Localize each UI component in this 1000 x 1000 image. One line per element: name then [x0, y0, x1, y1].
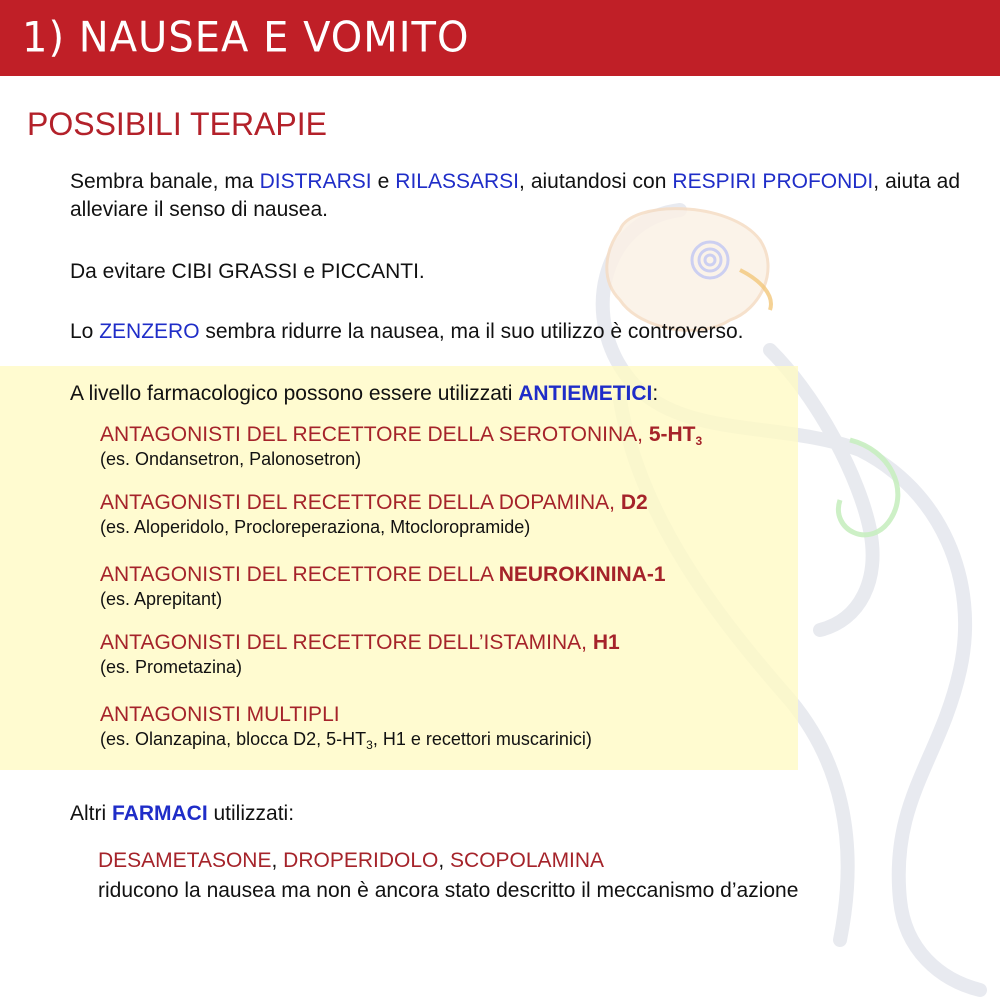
antagonist-multiple: ANTAGONISTI MULTIPLI (es. Olanzapina, blocca D2, $5-HT_3$, H1 e recettori muscarinici) — [100, 703, 592, 752]
other-drugs-list: DESAMETASONE, DROPERIDOLO, SCOPOLAMINA riducono la nausea ma non è ancora stato descritto il meccanismo d’azione — [98, 846, 798, 906]
drug-desametasone: DESAMETASONE — [98, 849, 272, 872]
keyword-rilassarsi: RILASSARSI — [395, 170, 519, 193]
section-title: POSSIBILI TERAPIE — [27, 106, 327, 142]
antagonist-dopamine: ANTAGONISTI DEL RECETTORE DELLA DOPAMINA, D2 (es. Aloperidolo, Procloreperaziona, Mtocloropramide) — [100, 491, 648, 537]
antagonist-serotonin: ANTAGONISTI DEL RECETTORE DELLA SEROTONINA, $5-HT_3$ (es. Ondansetron, Palonosetron) — [100, 423, 703, 469]
other-drugs-note: riducono la nausea ma non è ancora stato descritto il meccanismo d’azione — [98, 879, 799, 902]
keyword-antiemetici: ANTIEMETICI — [518, 382, 653, 405]
antiemetics-intro: A livello farmacologico possono essere utilizzati ANTIEMETICI: — [70, 382, 659, 405]
header-bar — [0, 0, 1000, 76]
drug-scopolamina: SCOPOLAMINA — [450, 849, 605, 872]
ginger-paragraph: Lo ZENZERO sembra ridurre la nausea, ma il suo utilizzo è controverso. — [70, 320, 744, 343]
other-drugs-heading: Altri FARMACI utilizzati: — [70, 802, 295, 825]
antagonist-neurokinin: ANTAGONISTI DEL RECETTORE DELLA NEUROKININA-1 (es. Aprepitant) — [100, 563, 666, 609]
keyword-farmaci: FARMACI — [112, 802, 208, 825]
intro-paragraph: Sembra banale, ma DISTRARSI e RILASSARSI, aiutandosi con RESPIRI PROFONDI, aiuta ad alleviare il senso di nausea. — [70, 170, 960, 221]
brain-icon — [607, 209, 768, 331]
page-title: 1) NAUSEA E VOMITO — [22, 13, 470, 63]
avoid-foods-text: Da evitare CIBI GRASSI e PICCANTI. — [70, 260, 425, 283]
keyword-zenzero: ZENZERO — [99, 320, 200, 343]
keyword-respiri-profondi: RESPIRI PROFONDI — [672, 170, 874, 193]
antagonist-histamine: ANTAGONISTI DEL RECETTORE DELL’ISTAMINA, H1 (es. Prometazina) — [100, 631, 620, 677]
drug-droperidolo: DROPERIDOLO — [283, 849, 439, 872]
keyword-distrarsi: DISTRARSI — [259, 170, 372, 193]
